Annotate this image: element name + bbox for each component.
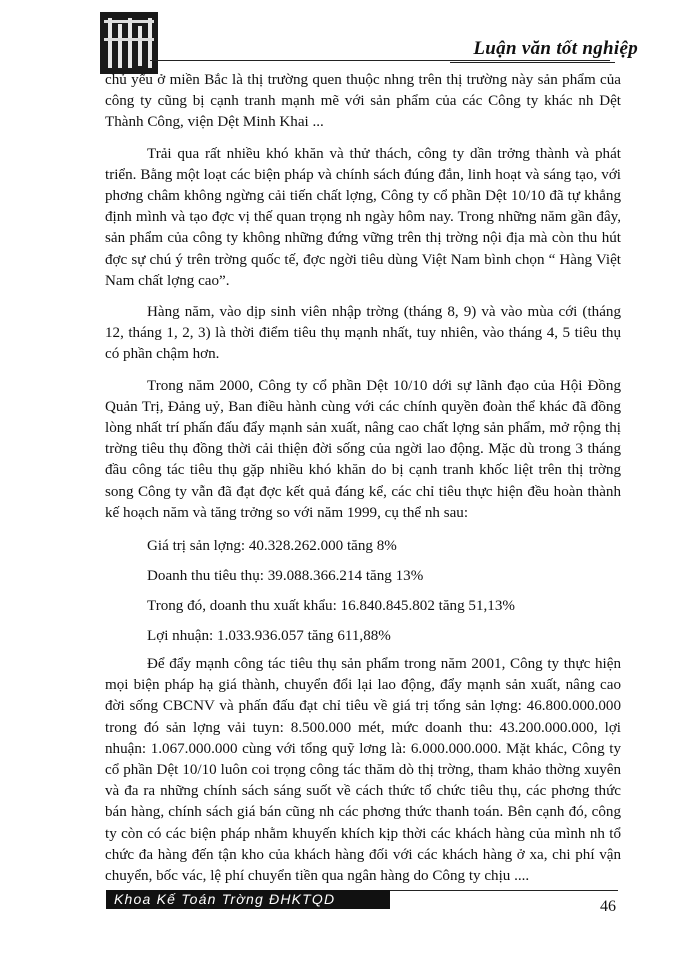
header-rule <box>150 60 610 61</box>
stat-line-profit: Lợi nhuận: 1.033.936.057 tăng 611,88% <box>147 628 391 645</box>
page-number: 46 <box>600 898 616 915</box>
stat-line-output-value: Giá trị sản lợng: 40.328.262.000 tăng 8% <box>147 538 397 555</box>
paragraph: Hàng năm, vào dịp sinh viên nhập trờng (tháng 8, 9) và vào mùa cới (tháng 12, tháng 1, 2, 3) là thời điểm tiêu thụ mạnh nhất, tuy nhiên, vào tháng 4, 5 tiêu thụ có phần chậm hơn. <box>105 304 621 363</box>
paragraph: Trải qua rất nhiều khó khăn và thử thách, công ty dần trởng thành và phát triển. Bằng một loạt các biện pháp và chính sách đúng đắn, linh hoạt và sáng tạo, với phơng châm không ngừng cải tiến chất lợng, Công ty cổ phần Dệt 10/10 đã tự khẳng định mình và tạo đợc vị thế quan trọng nh ngày hôm nay. Trong những năm gần đây, sản phẩm của công ty không những đứng vững trên thị trờng nội địa mà còn thu hút đợc sự chú ý trên trờng quốc tế, đợc ngời tiêu dùng Việt Nam bình chọn “ Hàng Việt Nam chất lợng cao”. <box>105 145 621 289</box>
header-logo <box>100 12 158 74</box>
footer-school-label: Khoa Kế Toán Trờng ĐHKTQD <box>106 890 390 909</box>
stat-line-revenue: Doanh thu tiêu thụ: 39.088.366.214 tăng 13% <box>147 568 424 585</box>
stat-line-export-revenue: Trong đó, doanh thu xuất khẩu: 16.840.845.802 tăng 51,13% <box>147 598 515 615</box>
paragraph: Để đẩy mạnh công tác tiêu thụ sản phẩm trong năm 2001, Công ty thực hiện mọi biện pháp hạ giá thành, chuyển đổi lại lao động, đẩy mạnh sản xuất, nâng cao đời sống CBCNV và phấn đấu đạt chỉ tiêu về giá trị tổng sản lợng: 46.800.000.000 trong đó sản lợng vải tuyn: 8.500.000 mét, mức doanh thu: 43.200.000.000, lợi nhuận: 1.067.000.000 cùng với tổng quỹ lơng là: 6.000.000.000. Mặt khác, Công ty cổ phần Dệt 10/10 luôn coi trọng công tác thăm dò thị trờng, tham khảo thờng xuyên và đa ra những chính sách sáng suốt về cách thức tổ chức tiêu thụ, các phơng thức bán hàng, chính sách giá bán cũng nh các phơng thức thanh toán. Bên cạnh đó, công ty còn có các biện pháp nhằm khuyến khích kịp thời các khách hàng của mình nh tổ chức đa hàng đến tận kho của khách hàng đối với các khách hàng ở xa, chi phí vận chuyển, bốc vác, lệ phí chuyển tiền qua ngân hàng do Công ty chịu .... <box>105 656 621 885</box>
header-title-underline <box>450 62 615 63</box>
header-title: Luận văn tốt nghiệp <box>473 38 638 59</box>
paragraph-continuation: chủ yếu ở miền Bắc là thị trường quen thuộc nhng trên thị trường này sản phẩm của công ty cũng bị cạnh tranh mạnh mẽ với sản phẩm của các Công ty khác nh Dệt Thành Công, viện Dệt Minh Khai ... <box>105 72 621 131</box>
document-body <box>105 70 621 897</box>
paragraph: Trong năm 2000, Công ty cổ phần Dệt 10/10 dới sự lãnh đạo của Hội Đồng Quản Trị, Đảng uỷ, Ban điều hành cùng với các chính quyền đoàn thể khác đã đồng lòng nhất trí phấn đấu đẩy mạnh sản xuất, nâng cao chất lợng sản phẩm, mở rộng thị trờng tiêu thụ đồng thời cải thiện đời sống của ngời lao động. Mặc dù trong 3 tháng đầu công tác tiêu thụ gặp nhiều khó khăn do bị cạnh tranh khốc liệt trên thị trờng song Công ty vẫn đã đạt đợc kết quả đáng kể, các chỉ tiêu thực hiện đều hoàn thành kế hoạch năm và tăng trởng so với năm 1999, cụ thể nh sau: <box>105 377 621 521</box>
